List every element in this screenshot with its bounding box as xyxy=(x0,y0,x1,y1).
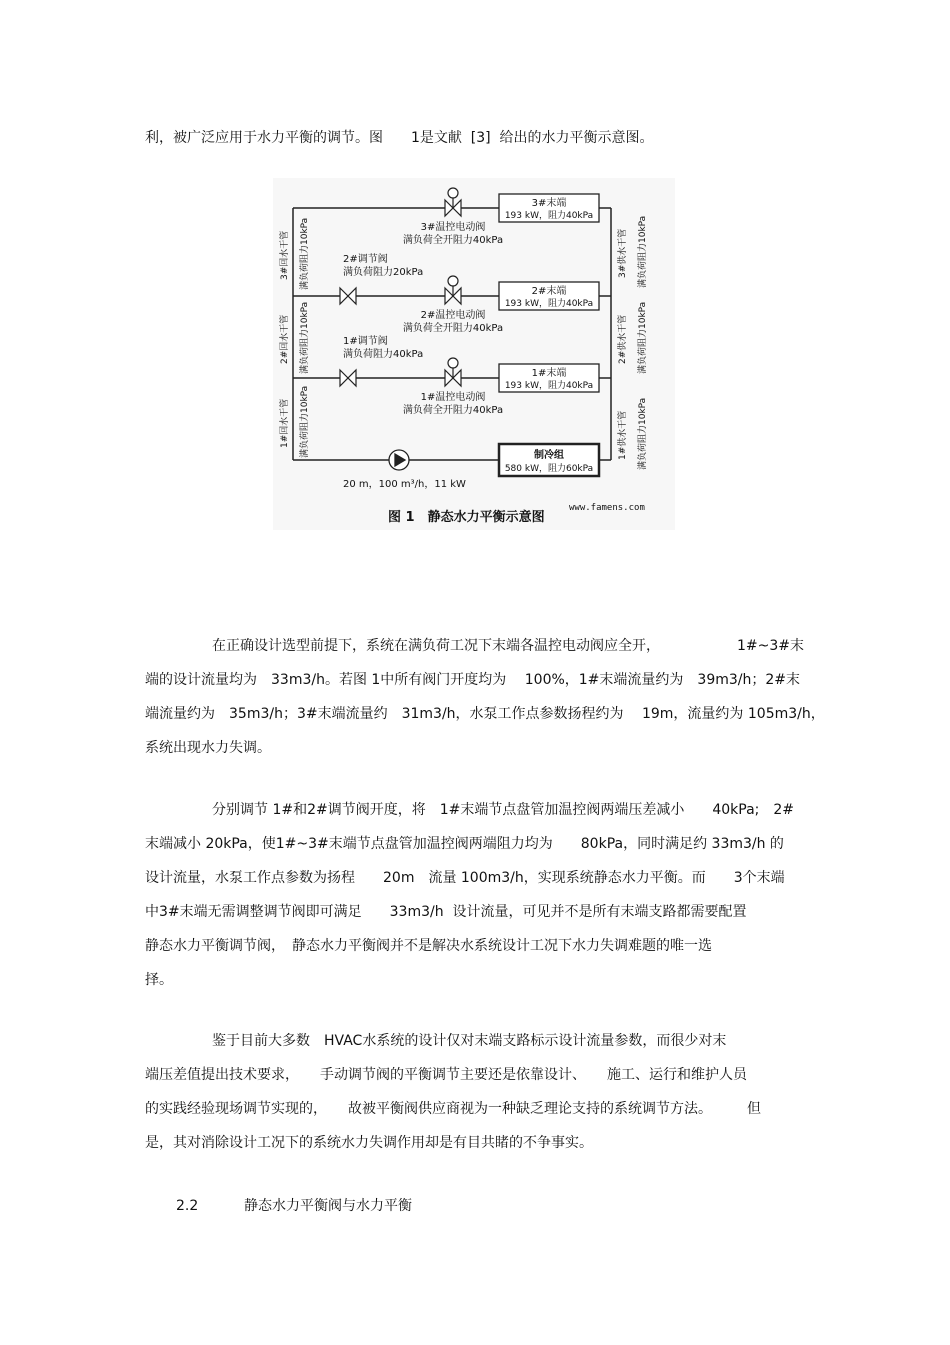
p1-line-3: 端流量约为 35m3/h；3#末端流量约 31m3/h，水泵工作点参数扬程约为 19m，流量约为 105m3/h， xyxy=(145,706,825,722)
right-supply2-label: 2#供水干管 xyxy=(618,314,628,364)
terminal3-title: 3#末端 xyxy=(531,198,567,209)
pump-icon xyxy=(389,450,409,470)
right-supply3-res: 满负荷阻力10kPa xyxy=(638,215,648,288)
valve2-label-1: 2#温控电动阀 xyxy=(420,310,486,321)
chiller-title: 制冷组 xyxy=(534,450,564,461)
terminal1-title: 1#末端 xyxy=(531,368,567,379)
valve1-label-1: 1#温控电动阀 xyxy=(420,392,486,403)
p3-line-4: 是，其对消除设计工况下的系统水力失调作用却是有目共睹的不争事实。 xyxy=(145,1135,593,1151)
reg2-label-2: 满负荷阻力20kPa xyxy=(343,267,424,278)
right-supply2-res: 满负荷阻力10kPa xyxy=(638,301,648,374)
terminal3-spec: 193 kW，阻力40kPa xyxy=(504,211,594,221)
right-supply3-label: 3#供水干管 xyxy=(618,228,628,278)
chiller-spec: 580 kW，阻力60kPa xyxy=(504,464,594,474)
reg2-label-1: 2#调节阀 xyxy=(343,254,388,265)
reg1-label-1: 1#调节阀 xyxy=(343,336,388,347)
terminal3-box xyxy=(499,194,599,222)
hydraulic-balance-figure xyxy=(273,178,675,530)
left-return2-label: 2#回水干管 xyxy=(280,314,290,364)
p2-line-5: 静态水力平衡调节阀， 静态水力平衡阀并不是解决水系统设计工况下水力失调难题的唯一选 xyxy=(145,938,712,954)
p2-line-4: 中3#末端无需调整调节阀即可满足 33m3/h 设计流量，可见并不是所有末端支路都需要配置 xyxy=(145,904,747,920)
right-supply1-label: 1#供水干管 xyxy=(618,410,628,460)
p2-line-1: 分别调节 1#和2#调节阀开度，将 1#末端节点盘管加温控阀两端压差减小 40kPa; 2# xyxy=(212,802,795,818)
p3-line-1: 鉴于目前大多数 HVAC水系统的设计仅对末端支路标示设计流量参数，而很少对末 xyxy=(212,1033,727,1049)
terminal2-spec: 193 kW，阻力40kPa xyxy=(504,299,594,309)
p2-line-6: 择。 xyxy=(145,972,173,988)
intro-line: 利，被广泛应用于水力平衡的调节。图 1是文献 [3] 给出的水力平衡示意图。 xyxy=(145,130,654,146)
p3-line-2: 端压差值提出技术要求， 手动调节阀的平衡调节主要还是依靠设计、 施工、运行和维护人员 xyxy=(145,1067,747,1083)
figure-watermark: www.famens.com xyxy=(569,503,645,513)
section-title: 静态水力平衡阀与水力平衡 xyxy=(244,1198,412,1214)
p2-line-2: 末端减小 20kPa，使1#~3#末端节点盘管加温控阀两端阻力均为 80kPa，同时满足约 33m3/h 的 xyxy=(145,836,784,852)
reg1-label-2: 满负荷阻力40kPa xyxy=(343,349,424,360)
valve3-label-1: 3#温控电动阀 xyxy=(420,222,486,233)
terminal2-box xyxy=(499,282,599,310)
right-supply1-res: 满负荷阻力10kPa xyxy=(638,397,648,470)
terminal1-spec: 193 kW，阻力40kPa xyxy=(504,381,594,391)
terminal1-box xyxy=(499,364,599,392)
figure-caption: 图 1 静态水力平衡示意图 xyxy=(388,510,545,525)
p1-line-2: 端的设计流量均为 33m3/h。若图 1中所有阀门开度均为 100%，1#末端流量约为 39m3/h；2#末 xyxy=(145,672,801,688)
p2-line-3: 设计流量，水泵工作点参数为扬程 20m 流量 100m3/h，实现系统静态水力平衡。而 3个末端 xyxy=(145,870,785,886)
section-number: 2.2 xyxy=(176,1198,199,1214)
left-return3-res: 满负荷阻力10kPa xyxy=(300,217,310,290)
valve1-label-2: 满负荷全开阻力40kPa xyxy=(402,405,504,416)
terminal2-title: 2#末端 xyxy=(531,286,567,297)
valve3-label-2: 满负荷全开阻力40kPa xyxy=(402,235,504,246)
left-return1-res: 满负荷阻力10kPa xyxy=(300,385,310,458)
valve2-label-2: 满负荷全开阻力40kPa xyxy=(402,323,504,334)
p1-line-1: 在正确设计选型前提下，系统在满负荷工况下末端各温控电动阀应全开， 1#~3#末 xyxy=(212,638,805,654)
pump-label: 20 m，100 m³/h，11 kW xyxy=(343,479,466,490)
left-return3-label: 3#回水干管 xyxy=(280,230,290,280)
left-return1-label: 1#回水干管 xyxy=(280,398,290,448)
chiller-box xyxy=(499,444,599,476)
p1-line-4: 系统出现水力失调。 xyxy=(145,740,271,756)
p3-line-3: 的实践经验现场调节实现的， 故被平衡阀供应商视为一种缺乏理论支持的系统调节方法。 但 xyxy=(145,1101,761,1117)
left-return2-res: 满负荷阻力10kPa xyxy=(300,301,310,374)
